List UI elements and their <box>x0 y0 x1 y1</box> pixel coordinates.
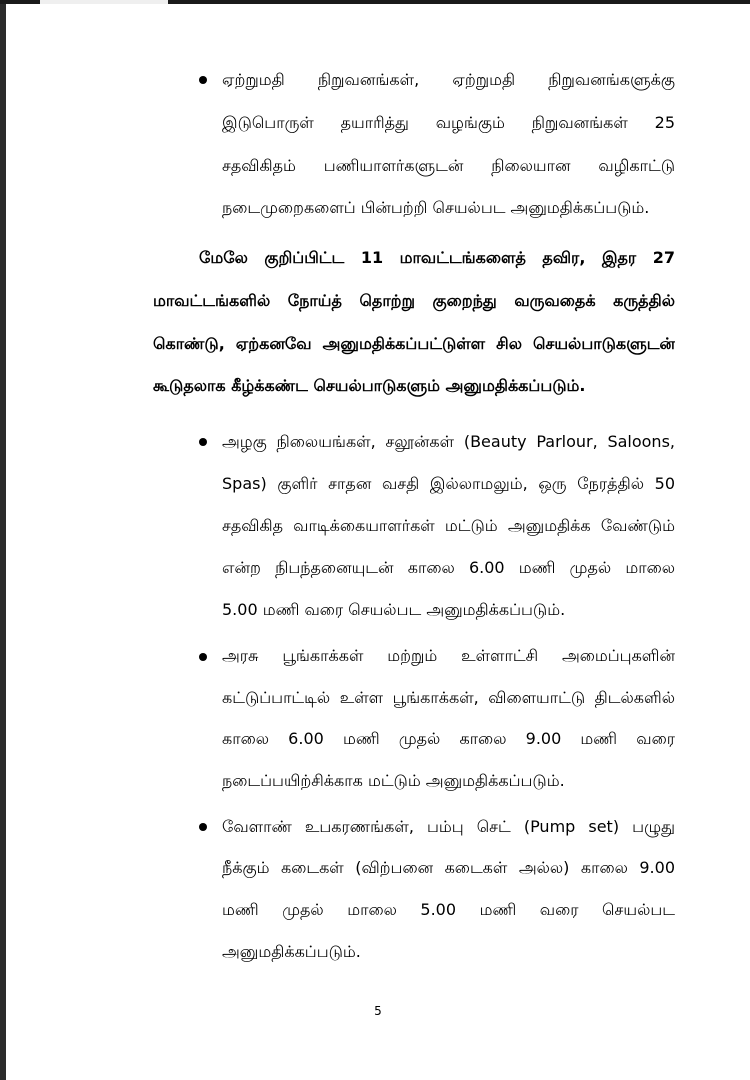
bullet-line: காலை 6.00 மணி முதல் காலை 9.00 மணி வரை <box>222 729 675 748</box>
bullet-line: என்ற நிபந்தனையுடன் காலை 6.00 மணி முதல் மாலை <box>222 558 675 577</box>
bullet-line: கட்டுப்பாட்டில் உள்ள பூங்காக்கள், விளையாட்டு திடல்களில் <box>222 688 675 707</box>
bullet-line: அரசு பூங்காக்கள் மற்றும் உள்ளாட்சி அமைப்புகளின் <box>222 646 675 665</box>
bullet-line: அனுமதிக்கப்படும். <box>222 942 361 961</box>
bullet-line: இடுபொருள் தயாரித்து வழங்கும் நிறுவனங்கள் 25 <box>222 113 675 132</box>
bullet-icon <box>199 76 207 84</box>
document-page <box>6 4 750 1080</box>
bullet-icon <box>199 438 207 446</box>
bullet-line: மணி முதல் மாலை 5.00 மணி வரை செயல்பட <box>222 900 675 919</box>
bullet-icon <box>199 653 207 661</box>
paragraph-line: மேலே குறிப்பிட்ட 11 மாவட்டங்களைத் தவிர, இதர 27 <box>199 248 675 267</box>
paragraph-line: கொண்டு, ஏற்கனவே அனுமதிக்கப்பட்டுள்ள சில செயல்பாடுகளுடன் <box>153 334 675 353</box>
bullet-line: Spas) குளிர் சாதன வசதி இல்லாமலும், ஒரு நேரத்தில் 50 <box>222 474 675 493</box>
bullet-line: வேளாண் உபகரணங்கள், பம்பு செட் (Pump set) பழுது <box>222 817 675 836</box>
paragraph-line: கூடுதலாக கீழ்க்கண்ட செயல்பாடுகளும் அனுமதிக்கப்படும். <box>153 376 586 395</box>
bullet-line: சதவிகிதம் பணியாளர்களுடன் நிலையான வழிகாட்டு <box>222 156 675 175</box>
bullet-line: சதவிகித வாடிக்கையாளர்கள் மட்டும் அனுமதிக்க வேண்டும் <box>222 516 675 535</box>
bullet-line: அழகு நிலையங்கள், சலூன்கள் (Beauty Parlour, Saloons, <box>222 432 675 451</box>
bullet-line: ஏற்றுமதி நிறுவனங்கள், ஏற்றுமதி நிறுவனங்களுக்கு <box>222 70 675 89</box>
bullet-line: 5.00 மணி வரை செயல்பட அனுமதிக்கப்படும். <box>222 600 566 619</box>
paragraph-line: மாவட்டங்களில் நோய்த் தொற்று குறைந்து வருவதைக் கருத்தில் <box>153 291 675 310</box>
bullet-line: நடைமுறைகளைப் பின்பற்றி செயல்பட அனுமதிக்கப்படும். <box>222 198 650 217</box>
bullet-line: நீக்கும் கடைகள் (விற்பனை கடைகள் அல்ல) காலை 9.00 <box>222 858 675 877</box>
bullet-line: நடைப்பயிற்சிக்காக மட்டும் அனுமதிக்கப்படும். <box>222 771 565 790</box>
page-number: 5 <box>374 1004 382 1018</box>
bullet-icon <box>199 823 207 831</box>
